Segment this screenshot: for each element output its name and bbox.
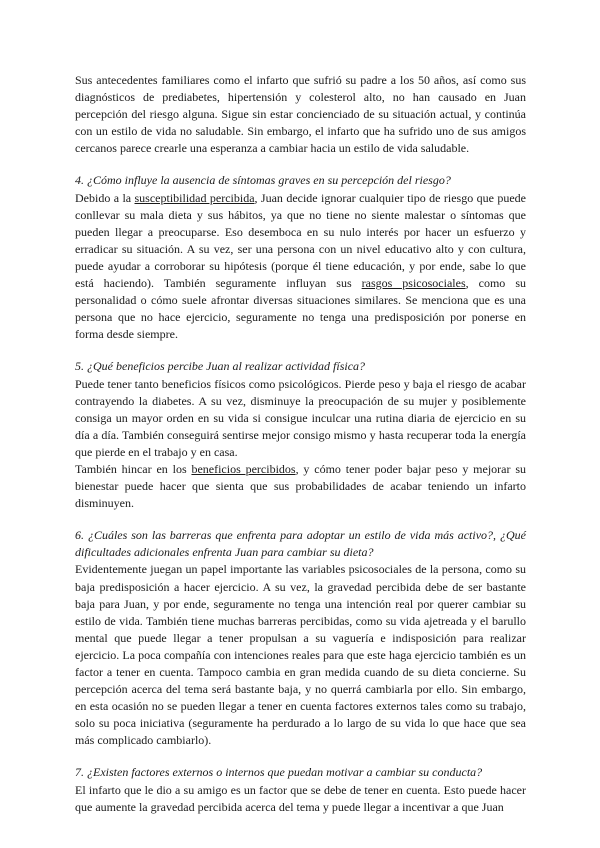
answer-5a: Puede tener tanto beneficios físicos como psicológicos. Pierde peso y baja el riesgo de acabar contrayendo la diabetes. A su vez, disminuye la preocupación de su mujer y posiblemente consiga un mayor orden en su vida si consigue inculcar una rutina diaria de ejercicio en su día a día. También conseguirá sentirse mejor consigo mismo y hasta recuperar toda la energía que pierde en el trabajo y en casa. <box>75 376 526 459</box>
answer-4: Debido a la susceptibilidad percibida, Juan decide ignorar cualquier tipo de riesgo que puede conllevar su mala dieta y sus hábitos, ya que no tiene no siente malestar o síntomas que pueden llegar a preocuparse. Eso desemboca en su nulo interés por hacer un esfuerzo y erradicar su situación. A su vez, ser una persona con un nivel educativo alto y con cultura, puede ayudar a corroborar su hipótesis (porque él tiene educación, y por ende, sabe lo que está haciendo). También seguramente influyan sus rasgos psicosociales, como su personalidad o cómo suele afrontar diversas situaciones similares. Se menciona que es una persona que no hace ejercicio, seguramente no tenga una predisposición por ponerse en forma desde siempre. <box>75 190 526 342</box>
term-susceptibilidad: susceptibilidad percibida <box>134 190 255 205</box>
question-6: 6. ¿Cuáles son las barreras que enfrenta para adoptar un estilo de vida más activo?, ¿Qué dificultades adicionales enfrenta Juan para cambiar su dieta? <box>75 528 526 560</box>
question-7: 7. ¿Existen factores externos o internos que puedan motivar a cambiar su conducta? <box>75 765 483 780</box>
answer-5b: También hincar en los beneficios percibidos, y cómo tener poder bajar peso y mejorar su bienestar puede hacer que sienta que sus probabilidades de acabar teniendo un infarto disminuyen. <box>75 461 526 511</box>
term-beneficios: beneficios percibidos <box>191 461 296 476</box>
paragraph-antecedentes: Sus antecedentes familiares como el infarto que sufrió su padre a los 50 años, así como sus diagnósticos de prediabetes, hipertensión y colesterol alto, no han causado en Juan percepción del riesgo alguna. Sigue sin estar concienciado de su situación actual, y continúa con un estilo de vida no saludable. Sin embargo, el infarto que ha sufrido uno de sus amigos cercanos parece crearle una esperanza a cambiar hacia un estilo de vida saludable. <box>75 73 526 156</box>
term-rasgos: rasgos psicosociales <box>361 276 466 291</box>
answer-6: Evidentemente juegan un papel importante las variables psicosociales de la persona, como su baja predisposición a hacer ejercicio. A su vez, la gravedad percibida debe de ser bastante baja para Juan, y por ende, seguramente no tenga una intención real por querer cambiar su estilo de vida. También tiene muchas barreras percibidas, como su vida ajetreada y el barullo mental que puede llegar a tener propulsan a su vaguería e indisposición para realizar ejercicio. La poca compañía con intenciones reales para que este haga ejercicio también es un factor a tener en cuenta. Tampoco cambia en gran medida cuando de su dieta concierne. Su percepción acerca del tema será bastante baja, y no querrá cambiarla por ello. Sin embargo, en esta ocasión no se pueden llegar a tener en cuenta factores externos tales como su trabajo, solo su poca iniciativa (seguramente ha perdurado a lo largo de su vida lo que hace que sea más complicado cambiarlo). <box>75 562 526 748</box>
answer-7: El infarto que le dio a su amigo es un factor que se debe de tener en cuenta. Esto puede hacer que aumente la gravedad percibida acerca del tema y puede llegar a incentivar a que Juan <box>75 782 526 814</box>
document-page <box>75 72 526 816</box>
question-5: 5. ¿Qué beneficios percibe Juan al realizar actividad física? <box>75 359 366 374</box>
question-4: 4. ¿Cómo influye la ausencia de síntomas graves en su percepción del riesgo? <box>75 173 451 188</box>
